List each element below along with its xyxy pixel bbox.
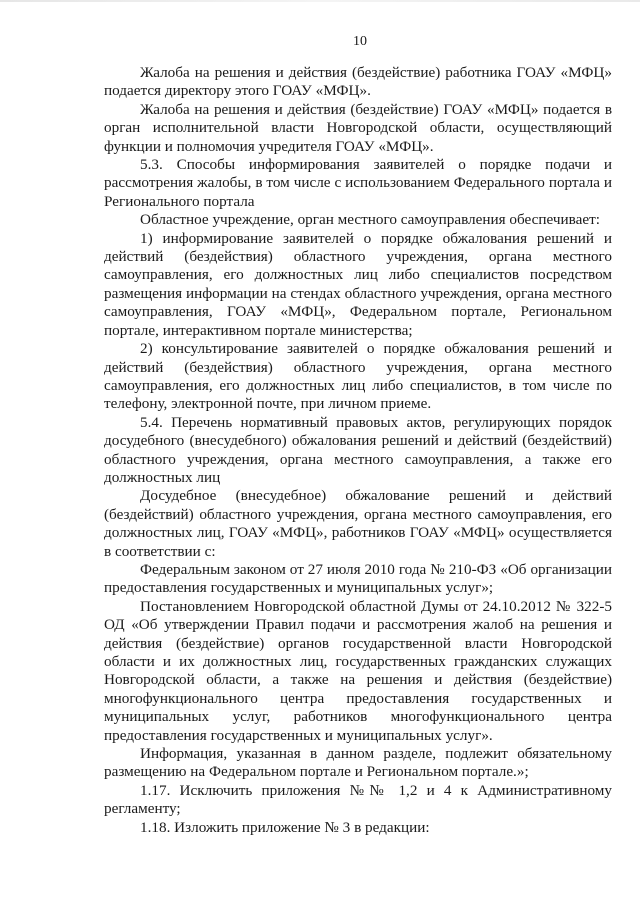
paragraph-complaint-worker: Жалоба на решения и действия (бездействие) работника ГОАУ «МФЦ» подается директору этого ГОАУ «МФЦ». — [104, 64, 612, 100]
paragraph-complaint-mfc: Жалоба на решения и действия (бездействие) ГОАУ «МФЦ» подается в орган исполнительной власти Новгородской области, осуществляющий функции и полномочия учредителя ГОАУ «МФЦ». — [104, 100, 612, 155]
paragraph-federal-law: Федеральным законом от 27 июля 2010 года № 210-ФЗ «Об организации предоставления государственных и муниципальных услуг»; — [104, 560, 612, 597]
document-body — [104, 64, 612, 837]
paragraph-item-1-informing: 1) информирование заявителей о порядке обжалования решений и действий (бездействия) областного учреждения, органа местного самоуправления, его должностных лиц либо специалистов посредством размещения информации на стендах областного учреждения, органа местного самоуправления, ГОАУ «МФЦ», Федеральном портале, Региональном портале, интерактивном портале министерства; — [104, 229, 612, 339]
paragraph-institution-provides: Областное учреждение, орган местного самоуправления обеспечивает: — [140, 211, 600, 229]
paragraph-item-1-18: 1.18. Изложить приложение № 3 в редакции: — [140, 818, 430, 836]
paragraph-section-5-4: 5.4. Перечень нормативный правовых актов, регулирующих порядок досудебного (внесудебного) обжалования решений и действий (бездействий) областного учреждения, органа местного самоуправления, а также его должностных лиц — [104, 413, 612, 486]
page-number: 10 — [353, 34, 367, 49]
paragraph-section-5-3: 5.3. Способы информирования заявителей о порядке подачи и рассмотрения жалобы, в том числе с использованием Федерального портала и Регионального портала — [104, 156, 612, 210]
scan-edge — [0, 0, 640, 2]
paragraph-pretrial-appeal: Досудебное (внесудебное) обжалование решений и действий (бездействий) областного учреждения, органа местного самоуправления, его должностных лиц, ГОАУ «МФЦ», работников ГОАУ «МФЦ» осуществляется в соответствии с: — [104, 487, 612, 560]
paragraph-resolution: Постановлением Новгородской областной Думы от 24.10.2012 № 322-5 ОД «Об утверждении Правил подачи и рассмотрения жалоб на решения и действия (бездействие) органов государственной власти Новгородской области и их должностных лиц, государственных гражданских служащих Новгородской области, а также на решения и действия (бездействие) многофункционального центра предоставления государственных и муниципальных услуг, работников многофункционального центра предоставления государственных и муниципальных услуг». — [104, 597, 612, 744]
paragraph-item-2-consulting: 2) консультирование заявителей о порядке обжалования решений и действий (бездействия) областного учреждения, органа местного самоуправления, его должностных лиц либо специалистов, в том числе по телефону, электронной почте, при личном приеме. — [104, 340, 612, 413]
paragraph-item-1-17: 1.17. Исключить приложения №№ 1,2 и 4 к Административному регламенту; — [104, 781, 612, 818]
paragraph-information-placement: Информация, указанная в данном разделе, подлежит обязательному размещению на Федеральном портале и Региональном портале.»; — [104, 745, 612, 781]
